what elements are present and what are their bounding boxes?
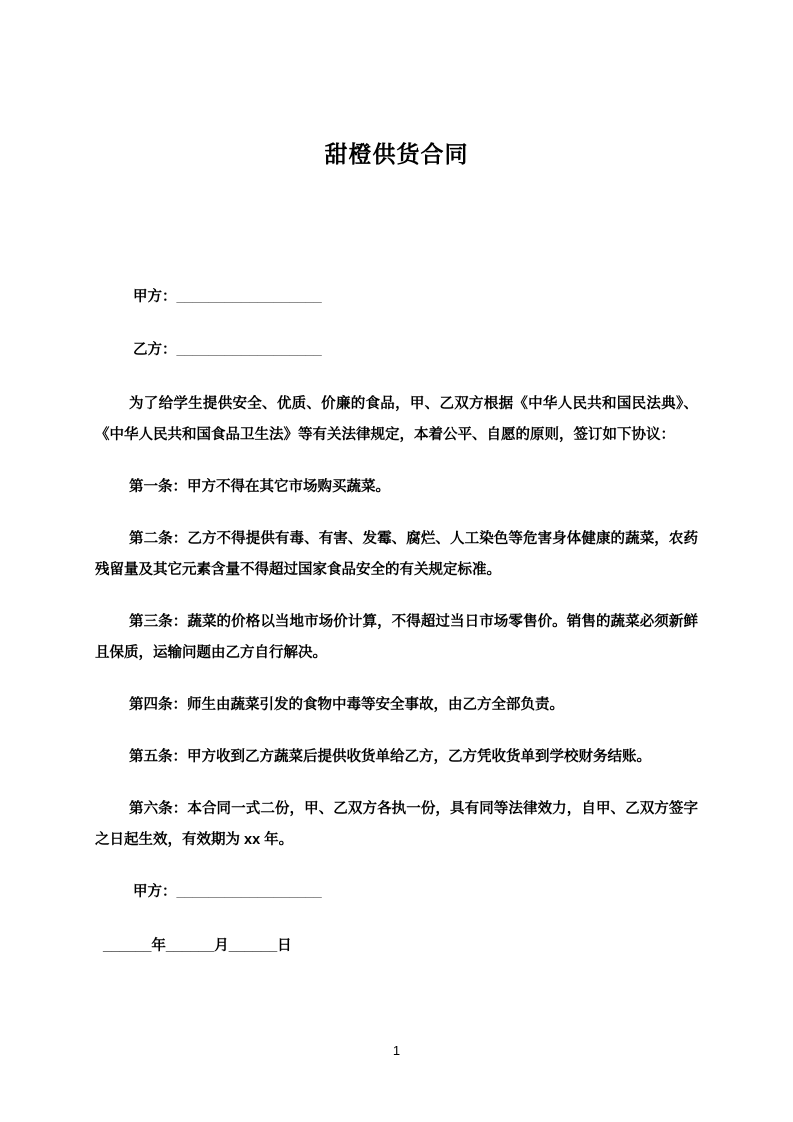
document-content (95, 0, 698, 962)
clause-6: 第六条：本合同一式二份，甲、乙双方各执一份，具有同等法律效力，自甲、乙双方签字之日起生效，有效期为 xx 年。 (95, 801, 698, 848)
party-a-line (133, 282, 698, 313)
party-a-label: 甲方： (133, 289, 177, 305)
intro-paragraph: 为了给学生提供安全、优质、价廉的食品，甲、乙双方根据《中华人民共和国民法典》、《中华人民共和国食品卫生法》等有关法律规定，本着公平、自愿的原则，签订如下协议： (95, 396, 698, 443)
clause-3: 第三条：蔬菜的价格以当地市场价计算，不得超过当日市场零售价。销售的蔬菜必须新鲜且保质，运输问题由乙方自行解决。 (95, 614, 698, 661)
clause-2: 第二条：乙方不得提供有毒、有害、发霉、腐烂、人工染色等危害身体健康的蔬菜，农药残留量及其它元素含量不得超过国家食品安全的有关规定标准。 (95, 531, 698, 578)
party-b-blank: __________________ (176, 342, 322, 358)
page-number: 1 (392, 1043, 401, 1058)
clause-4: 第四条：师生由蔬菜引发的食物中毒等安全事故，由乙方全部负责。 (129, 697, 564, 713)
clause-5: 第五条：甲方收到乙方蔬菜后提供收货单给乙方，乙方凭收货单到学校财务结账。 (129, 749, 651, 765)
signature-date-line: ______年______月______日 (103, 938, 292, 954)
party-b-line (133, 335, 698, 366)
signature-party-a-line (133, 877, 698, 908)
party-b-label: 乙方： (133, 342, 177, 358)
party-a-blank: __________________ (176, 289, 322, 305)
document-title: 甜橙供货合同 (324, 141, 469, 167)
signature-party-a-label: 甲方： (133, 884, 177, 900)
signature-party-a-blank: __________________ (176, 884, 322, 900)
clause-1: 第一条：甲方不得在其它市场购买蔬菜。 (129, 479, 390, 495)
